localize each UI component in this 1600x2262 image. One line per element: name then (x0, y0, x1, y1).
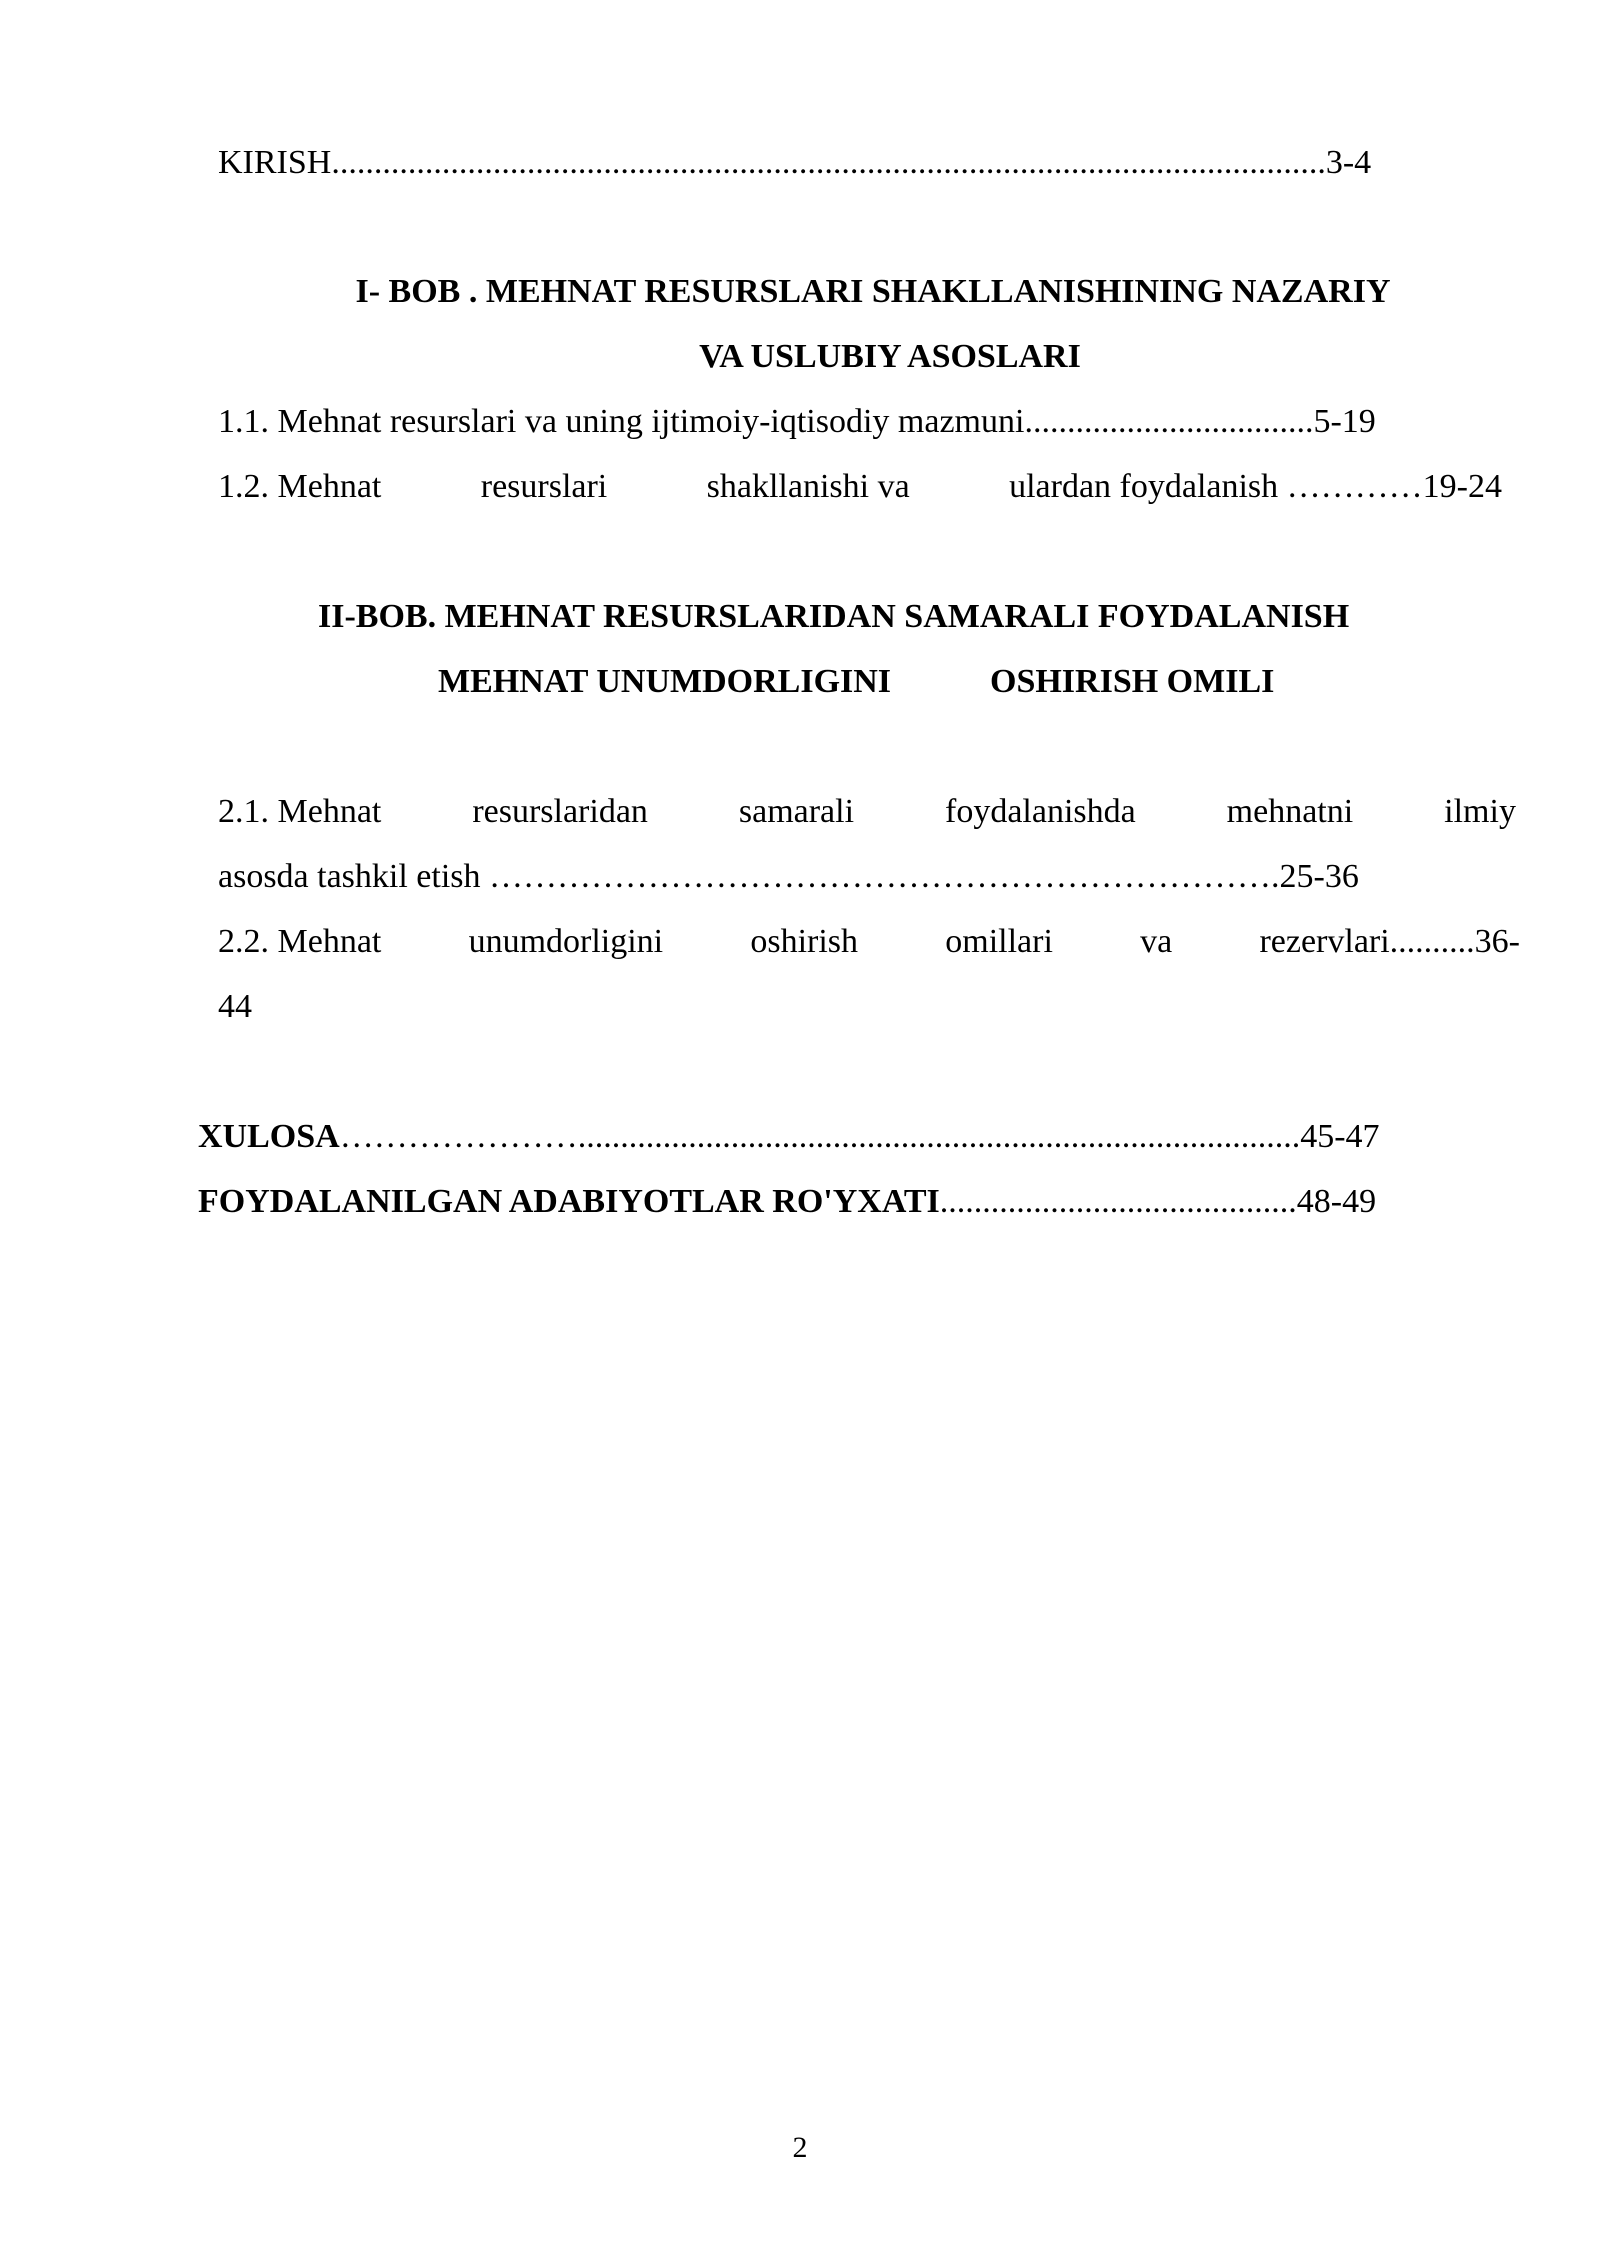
toc-entry-1-1: 1.1. Mehnat resurslari va uning ijtimoiy-iqtisodiy mazmuni..................................5-19 (218, 403, 1376, 440)
toc-entry-2-2-continued: 44 (218, 988, 252, 1025)
chapter1-title-line1: I- BOB . MEHNAT RESURSLARI SHAKLLANISHINING NAZARIY (355, 273, 1391, 310)
toc-entry-2-2-word: rezervlari..........36- (1259, 923, 1520, 960)
toc-entry-conclusion (198, 1117, 1508, 1157)
toc-entry-1-2-word: shakllanishi va (706, 468, 910, 505)
toc-entry-2-1-continued: asosda tashkil etish …………………………………………………………….25-36 (218, 858, 1359, 895)
references-leader: ..........................................48-49 (939, 1183, 1377, 1220)
toc-entry-2-2 (218, 922, 1520, 962)
toc-entry-1-2-word: 1.2. Mehnat (218, 468, 382, 505)
toc-entry-2-1-word: 2.1. Mehnat (218, 793, 382, 830)
toc-entry-2-1-word: mehnatni (1226, 793, 1354, 830)
toc-entry-2-1-word: samarali (738, 793, 855, 830)
toc-entry-2-2-word: omillari (945, 923, 1053, 960)
toc-intro-text: KIRISH.....................................................................................................................3-4 (218, 144, 1372, 181)
toc-entry-1-2 (218, 467, 1502, 507)
toc-entry-2-1-word: foydalanishda (945, 793, 1136, 830)
conclusion-leader: ………………….....................................................................................45-47 (339, 1118, 1380, 1155)
chapter1-title-line2: VA USLUBIY ASOSLARI (699, 338, 1081, 375)
toc-entry-references (198, 1182, 1510, 1222)
conclusion-label: XULOSA (198, 1118, 340, 1155)
toc-entry-2-1-word: ilmiy (1444, 793, 1516, 830)
toc-entry-2-1 (218, 792, 1516, 832)
toc-entry-1-2-word: ulardan foydalanish …………19-24 (1009, 468, 1502, 505)
page-number: 2 (792, 2131, 808, 2164)
chapter2-title-line1: II-BOB. MEHNAT RESURSLARIDAN SAMARALI FOYDALANISH (318, 598, 1350, 635)
references-label: FOYDALANILGAN ADABIYOTLAR RO'YXATI (198, 1183, 940, 1220)
toc-entry-2-2-word: va (1140, 923, 1173, 960)
toc-entry-2-2-word: unumdorligini (468, 923, 664, 960)
toc-entry-2-2-word: oshirish (750, 923, 859, 960)
chapter2-title-line2a: MEHNAT UNUMDORLIGINI (438, 663, 892, 700)
toc-entry-2-1-word: resurslaridan (472, 793, 648, 830)
toc-entry-2-2-word: 2.2. Mehnat (218, 923, 382, 960)
toc-entry-1-2-word: resurslari (480, 468, 608, 505)
toc-entry-intro (218, 143, 1498, 183)
chapter2-title-line2b: OSHIRISH OMILI (990, 663, 1275, 700)
